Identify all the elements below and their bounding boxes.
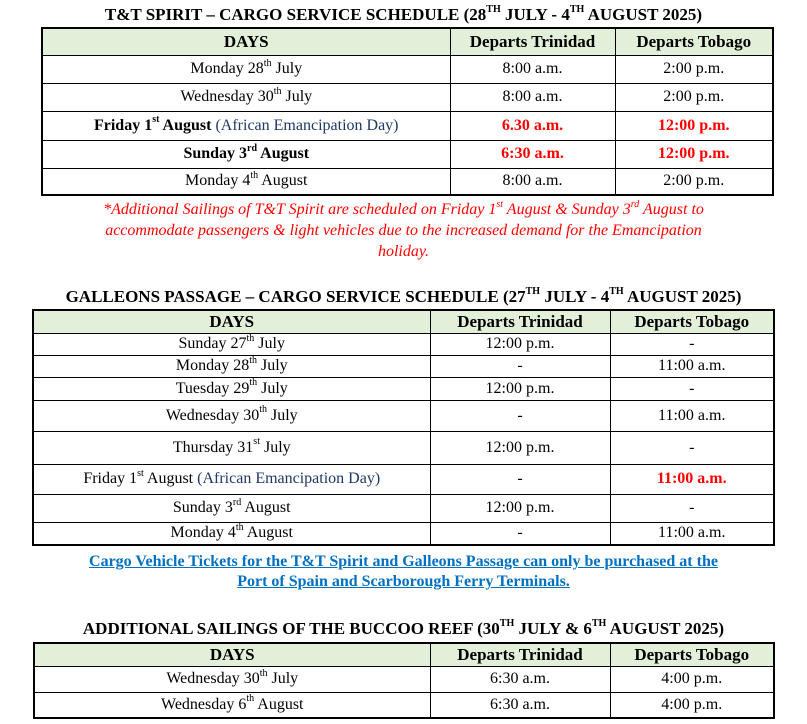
- tobago-time: 4:00 p.m.: [610, 666, 774, 692]
- table-row: [34, 692, 774, 718]
- day-cell: Sunday 27th July: [33, 333, 430, 355]
- trinidad-time: 12:00 p.m.: [430, 494, 610, 522]
- table-row: [42, 111, 773, 140]
- day-cell: Friday 1st August (African Emancipation Day): [42, 111, 450, 140]
- day-cell: Monday 28th July: [42, 55, 450, 83]
- trinidad-time: 8:00 a.m.: [450, 83, 615, 111]
- tobago-time: 11:00 a.m.: [610, 400, 774, 431]
- table-row: [42, 140, 773, 168]
- tobago-time: -: [610, 333, 774, 355]
- trinidad-time: 12:00 p.m.: [430, 431, 610, 464]
- header-days: DAYS: [42, 28, 450, 55]
- buccoo-table: [33, 642, 775, 719]
- header-departs-trinidad: Departs Trinidad: [430, 643, 610, 666]
- table-row: [42, 83, 773, 111]
- table-row: [33, 355, 774, 377]
- day-cell: Friday 1st August (African Emancipation Day): [33, 464, 430, 494]
- trinidad-time: 6:30 a.m.: [450, 140, 615, 168]
- spirit-table: [41, 27, 774, 196]
- table-row: [33, 431, 774, 464]
- tobago-time: 4:00 p.m.: [610, 692, 774, 718]
- header-departs-tobago: Departs Tobago: [615, 28, 773, 55]
- tobago-time: 2:00 p.m.: [615, 168, 773, 195]
- table-row: [33, 464, 774, 494]
- table-row: [42, 55, 773, 83]
- table-row: [33, 333, 774, 355]
- trinidad-time: 12:00 p.m.: [430, 333, 610, 355]
- table-row: [33, 522, 774, 545]
- trinidad-time: 12:00 p.m.: [430, 377, 610, 400]
- tobago-time: 11:00 a.m.: [610, 464, 774, 494]
- tobago-time: -: [610, 431, 774, 464]
- trinidad-time: 6:30 a.m.: [430, 692, 610, 718]
- day-cell: Monday 4th August: [42, 168, 450, 195]
- trinidad-time: 8:00 a.m.: [450, 55, 615, 83]
- tobago-time: 11:00 a.m.: [610, 355, 774, 377]
- galleons-table: [32, 309, 775, 546]
- day-cell: Thursday 31st July: [33, 431, 430, 464]
- tobago-time: 2:00 p.m.: [615, 83, 773, 111]
- day-cell: Sunday 3rd August: [33, 494, 430, 522]
- trinidad-time: -: [430, 400, 610, 431]
- day-cell: Sunday 3rd August: [42, 140, 450, 168]
- trinidad-time: -: [430, 355, 610, 377]
- table-header-row: [42, 28, 773, 55]
- trinidad-time: 6.30 a.m.: [450, 111, 615, 140]
- table-row: [42, 168, 773, 195]
- tobago-time: 11:00 a.m.: [610, 522, 774, 545]
- header-days: DAYS: [34, 643, 430, 666]
- header-days: DAYS: [33, 310, 430, 333]
- holiday-label: (African Emancipation Day): [211, 116, 399, 134]
- holiday-label: (African Emancipation Day): [193, 470, 381, 487]
- header-departs-tobago: Departs Tobago: [610, 643, 774, 666]
- table-row: [33, 400, 774, 431]
- header-departs-trinidad: Departs Trinidad: [430, 310, 610, 333]
- header-departs-trinidad: Departs Trinidad: [450, 28, 615, 55]
- buccoo-title: ADDITIONAL SAILINGS OF THE BUCCOO REEF (30TH JULY & 6TH AUGUST 2025): [82, 618, 725, 638]
- day-cell: Wednesday 6th August: [34, 692, 430, 718]
- tobago-time: -: [610, 377, 774, 400]
- day-cell: Wednesday 30th July: [42, 83, 450, 111]
- tobago-time: 2:00 p.m.: [615, 55, 773, 83]
- table-row: [33, 377, 774, 400]
- tobago-time: 12:00 p.m.: [615, 140, 773, 168]
- galleons-title: GALLEONS PASSAGE – CARGO SERVICE SCHEDULE (27TH JULY - 4TH AUGUST 2025): [65, 286, 742, 306]
- day-cell: Wednesday 30th July: [34, 666, 430, 692]
- table-header-row: [34, 643, 774, 666]
- day-cell: Wednesday 30th July: [33, 400, 430, 431]
- spirit-additional-note: *Additional Sailings of T&T Spirit are scheduled on Friday 1st August & Sunday 3rd August to accommodate passengers & light vehicles due to the increased demand for the Emancipation holiday.: [103, 198, 704, 260]
- table-header-row: [33, 310, 774, 333]
- trinidad-time: -: [430, 522, 610, 545]
- tobago-time: -: [610, 494, 774, 522]
- day-cell: Tuesday 29th July: [33, 377, 430, 400]
- spirit-title: T&T SPIRIT – CARGO SERVICE SCHEDULE (28TH JULY - 4TH AUGUST 2025): [104, 4, 703, 24]
- day-cell: Monday 28th July: [33, 355, 430, 377]
- header-departs-tobago: Departs Tobago: [610, 310, 774, 333]
- table-row: [33, 494, 774, 522]
- trinidad-time: 8:00 a.m.: [450, 168, 615, 195]
- table-row: [34, 666, 774, 692]
- tobago-time: 12:00 p.m.: [615, 111, 773, 140]
- day-cell: Monday 4th August: [33, 522, 430, 545]
- trinidad-time: -: [430, 464, 610, 494]
- trinidad-time: 6:30 a.m.: [430, 666, 610, 692]
- cargo-tickets-link[interactable]: Cargo Vehicle Tickets for the T&T Spirit and Galleons Passage can only be purchased at the Port of Spain and Scarborough Ferry Terminals.: [89, 553, 718, 590]
